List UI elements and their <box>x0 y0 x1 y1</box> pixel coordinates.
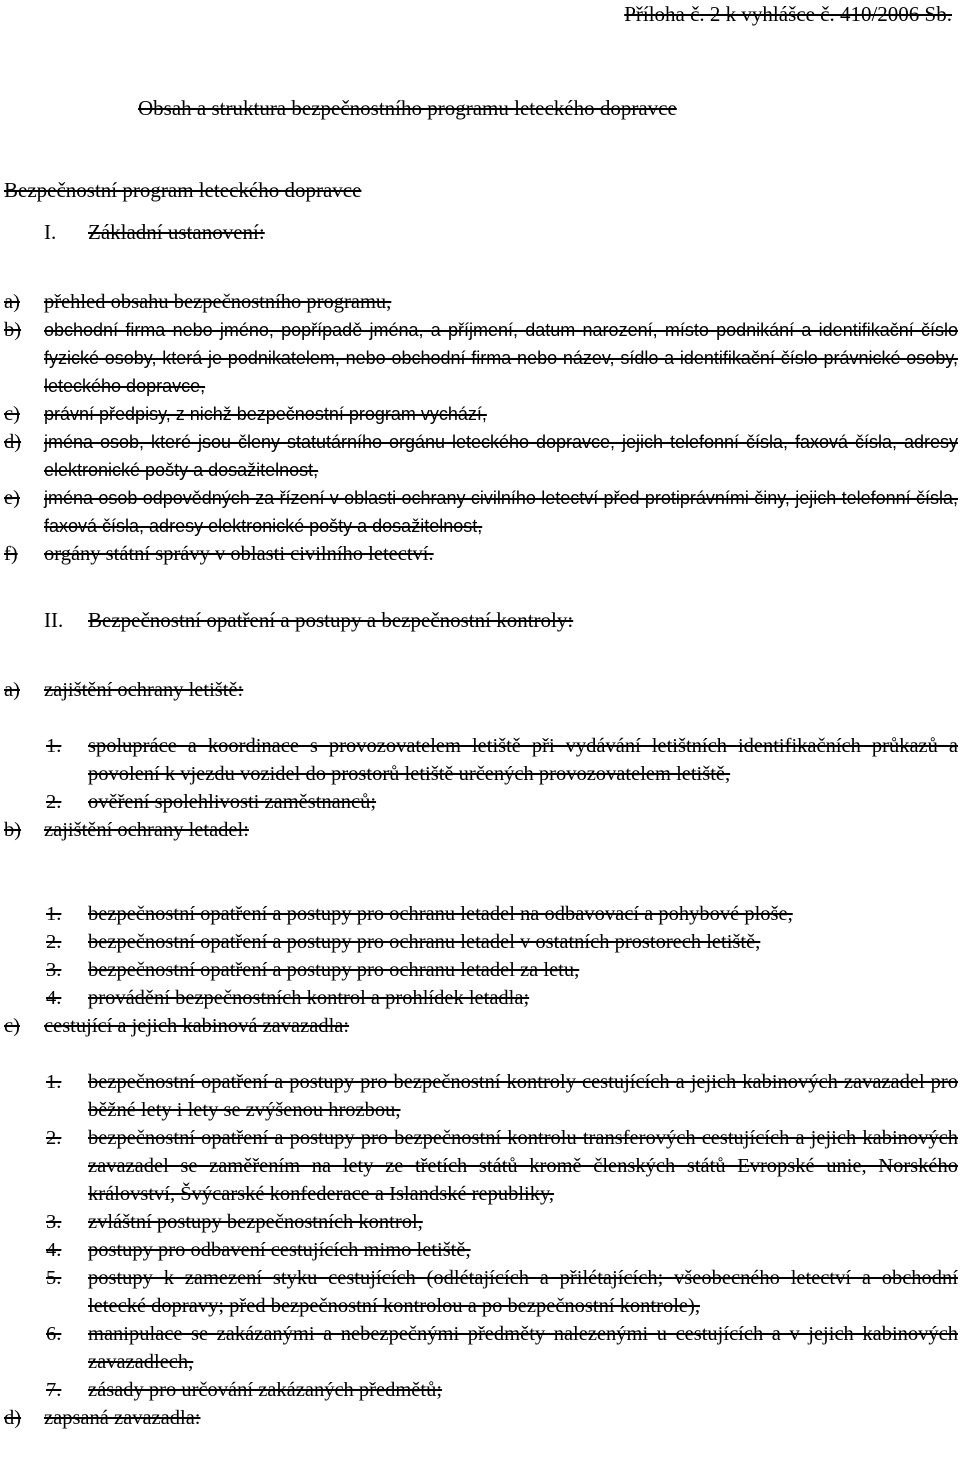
list-item <box>0 1404 958 1432</box>
sub-item <box>0 1068 958 1124</box>
document-subtitle: Bezpečnostní program leteckého dopravce <box>4 178 362 202</box>
sub-item-label: 2. <box>46 931 62 953</box>
list-item <box>0 676 958 704</box>
item-label: d) <box>4 1407 22 1429</box>
sub-item-label: 2. <box>46 791 62 813</box>
item-label: d) <box>4 431 22 453</box>
section-2-heading <box>44 606 573 634</box>
sub-item-text: manipulace se zakázanými a nebezpečnými předměty nalezenými u cestujících a v jejich kabinových zavazadlech, <box>88 1323 958 1373</box>
annex-reference: Příloha č. 2 k vyhlášce č. 410/2006 Sb. <box>624 2 952 26</box>
sub-item-text: bezpečnostní opatření a postupy pro ochranu letadel na odbavovací a pohybové ploše, <box>88 903 793 925</box>
sub-item <box>0 900 958 928</box>
section-2a-sublist <box>0 732 958 844</box>
section-2a <box>0 676 958 704</box>
section-1-list <box>0 288 958 568</box>
sub-item <box>0 788 958 816</box>
item-text: právní předpisy, z nichž bezpečnostní program vychází, <box>44 404 487 424</box>
sub-item-text: ověření spolehlivosti zaměstnanců; <box>88 791 377 813</box>
sub-item-label: 3. <box>46 1211 62 1233</box>
sub-item-text: bezpečnostní opatření a postupy pro bezpečnostní kontrolu transferových cestujících a jejich kabinových zavazadel se zaměřením na lety ze třetích států kromě členských států Evropské unie, Norského království, Švýcarské konfederace a Islandské republiky, <box>88 1127 958 1205</box>
section-2-number: II. <box>44 608 64 632</box>
item-text: zapsaná zavazadla: <box>44 1407 201 1429</box>
sub-item-text: postupy k zamezení styku cestujících (odlétajících a přilétajících; všeobecného letectví a obchodní letecké dopravy; před bezpečnostní kontrolou a po bezpečnostní kontrole), <box>88 1267 958 1317</box>
sub-item-label: 3. <box>46 959 62 981</box>
item-text: obchodní firma nebo jméno, popřípadě jména, a příjmení, datum narození, místo podnikání a identifikační číslo fyzické osoby, která je podnikatelem, nebo obchodní firma nebo název, sídlo a identifikační číslo právnické osoby, leteckého dopravce, <box>44 320 958 396</box>
sub-item-label: 7. <box>46 1379 62 1401</box>
item-text: orgány státní správy v oblasti civilního letectví. <box>44 543 434 565</box>
item-label: a) <box>4 291 20 313</box>
sub-item-label: 6. <box>46 1323 62 1345</box>
item-label: b) <box>4 819 22 841</box>
sub-item-text: zvláštní postupy bezpečnostních kontrol, <box>88 1211 423 1233</box>
sub-item <box>0 1376 958 1404</box>
sub-item-label: 2. <box>46 1127 62 1149</box>
sub-item-text: bezpečnostní opatření a postupy pro bezpečnostní kontroly cestujících a jejich kabinových zavazadel pro běžné lety i lety se zvýšenou hrozbou, <box>88 1071 958 1121</box>
sub-item <box>0 984 958 1012</box>
item-text: jména osob odpovědných za řízení v oblasti ochrany civilního letectví před protiprávními činy, jejich telefonní čísla, faxová čísla, adresy elektronické pošty a dosažitelnost, <box>44 488 958 536</box>
item-text: zajištění ochrany letiště: <box>44 679 244 701</box>
item-text: cestující a jejich kabinová zavazadla: <box>44 1015 350 1037</box>
sub-item-text: zásady pro určování zakázaných předmětů; <box>88 1379 443 1401</box>
item-text: jména osob, které jsou členy statutárního orgánu leteckého dopravce, jejich telefonní čísla, faxová čísla, adresy elektronické pošty a dosažitelnost, <box>44 432 958 480</box>
sub-item <box>0 1208 958 1236</box>
sub-item-label: 5. <box>46 1267 62 1289</box>
item-label: c) <box>4 403 20 425</box>
section-2c-sublist <box>0 1068 958 1432</box>
section-1-number: I. <box>44 220 57 244</box>
list-item <box>0 288 958 316</box>
sub-item-text: provádění bezpečnostních kontrol a prohlídek letadla; <box>88 987 530 1009</box>
sub-item <box>0 956 958 984</box>
section-2-title: Bezpečnostní opatření a postupy a bezpečnostní kontroly: <box>88 608 574 632</box>
sub-item <box>0 732 958 788</box>
item-label: b) <box>4 319 22 341</box>
sub-item-text: bezpečnostní opatření a postupy pro ochranu letadel v ostatních prostorech letiště, <box>88 931 761 953</box>
list-item <box>0 540 958 568</box>
item-text: přehled obsahu bezpečnostního programu, <box>44 291 392 313</box>
list-item <box>0 1012 958 1040</box>
list-item <box>0 484 958 540</box>
sub-item-label: 4. <box>46 1239 62 1261</box>
document-title: Obsah a struktura bezpečnostního programu leteckého dopravce <box>138 96 677 120</box>
section-1-title: Základní ustanovení: <box>88 220 265 244</box>
sub-item-label: 1. <box>46 735 62 757</box>
item-label: e) <box>4 487 20 509</box>
item-label: f) <box>4 543 18 565</box>
sub-item-text: bezpečnostní opatření a postupy pro ochranu letadel za letu, <box>88 959 580 981</box>
sub-item <box>0 1124 958 1208</box>
sub-item-label: 4. <box>46 987 62 1009</box>
sub-item-label: 1. <box>46 903 62 925</box>
item-text: zajištění ochrany letadel: <box>44 819 249 841</box>
item-label: a) <box>4 679 20 701</box>
section-1-heading <box>44 218 265 246</box>
sub-item <box>0 928 958 956</box>
item-label: c) <box>4 1015 20 1037</box>
sub-item <box>0 1264 958 1320</box>
sub-item-label: 1. <box>46 1071 62 1093</box>
sub-item <box>0 1320 958 1376</box>
sub-item <box>0 1236 958 1264</box>
sub-item-text: postupy pro odbavení cestujících mimo letiště, <box>88 1239 471 1261</box>
list-item <box>0 816 958 844</box>
list-item <box>0 316 958 400</box>
sub-item-text: spolupráce a koordinace s provozovatelem letiště při vydávání letištních identifikačních průkazů a povolení k vjezdu vozidel do prostorů letiště určených provozovatelem letiště, <box>88 735 958 785</box>
section-2b-sublist <box>0 900 958 1040</box>
list-item <box>0 428 958 484</box>
list-item <box>0 400 958 428</box>
